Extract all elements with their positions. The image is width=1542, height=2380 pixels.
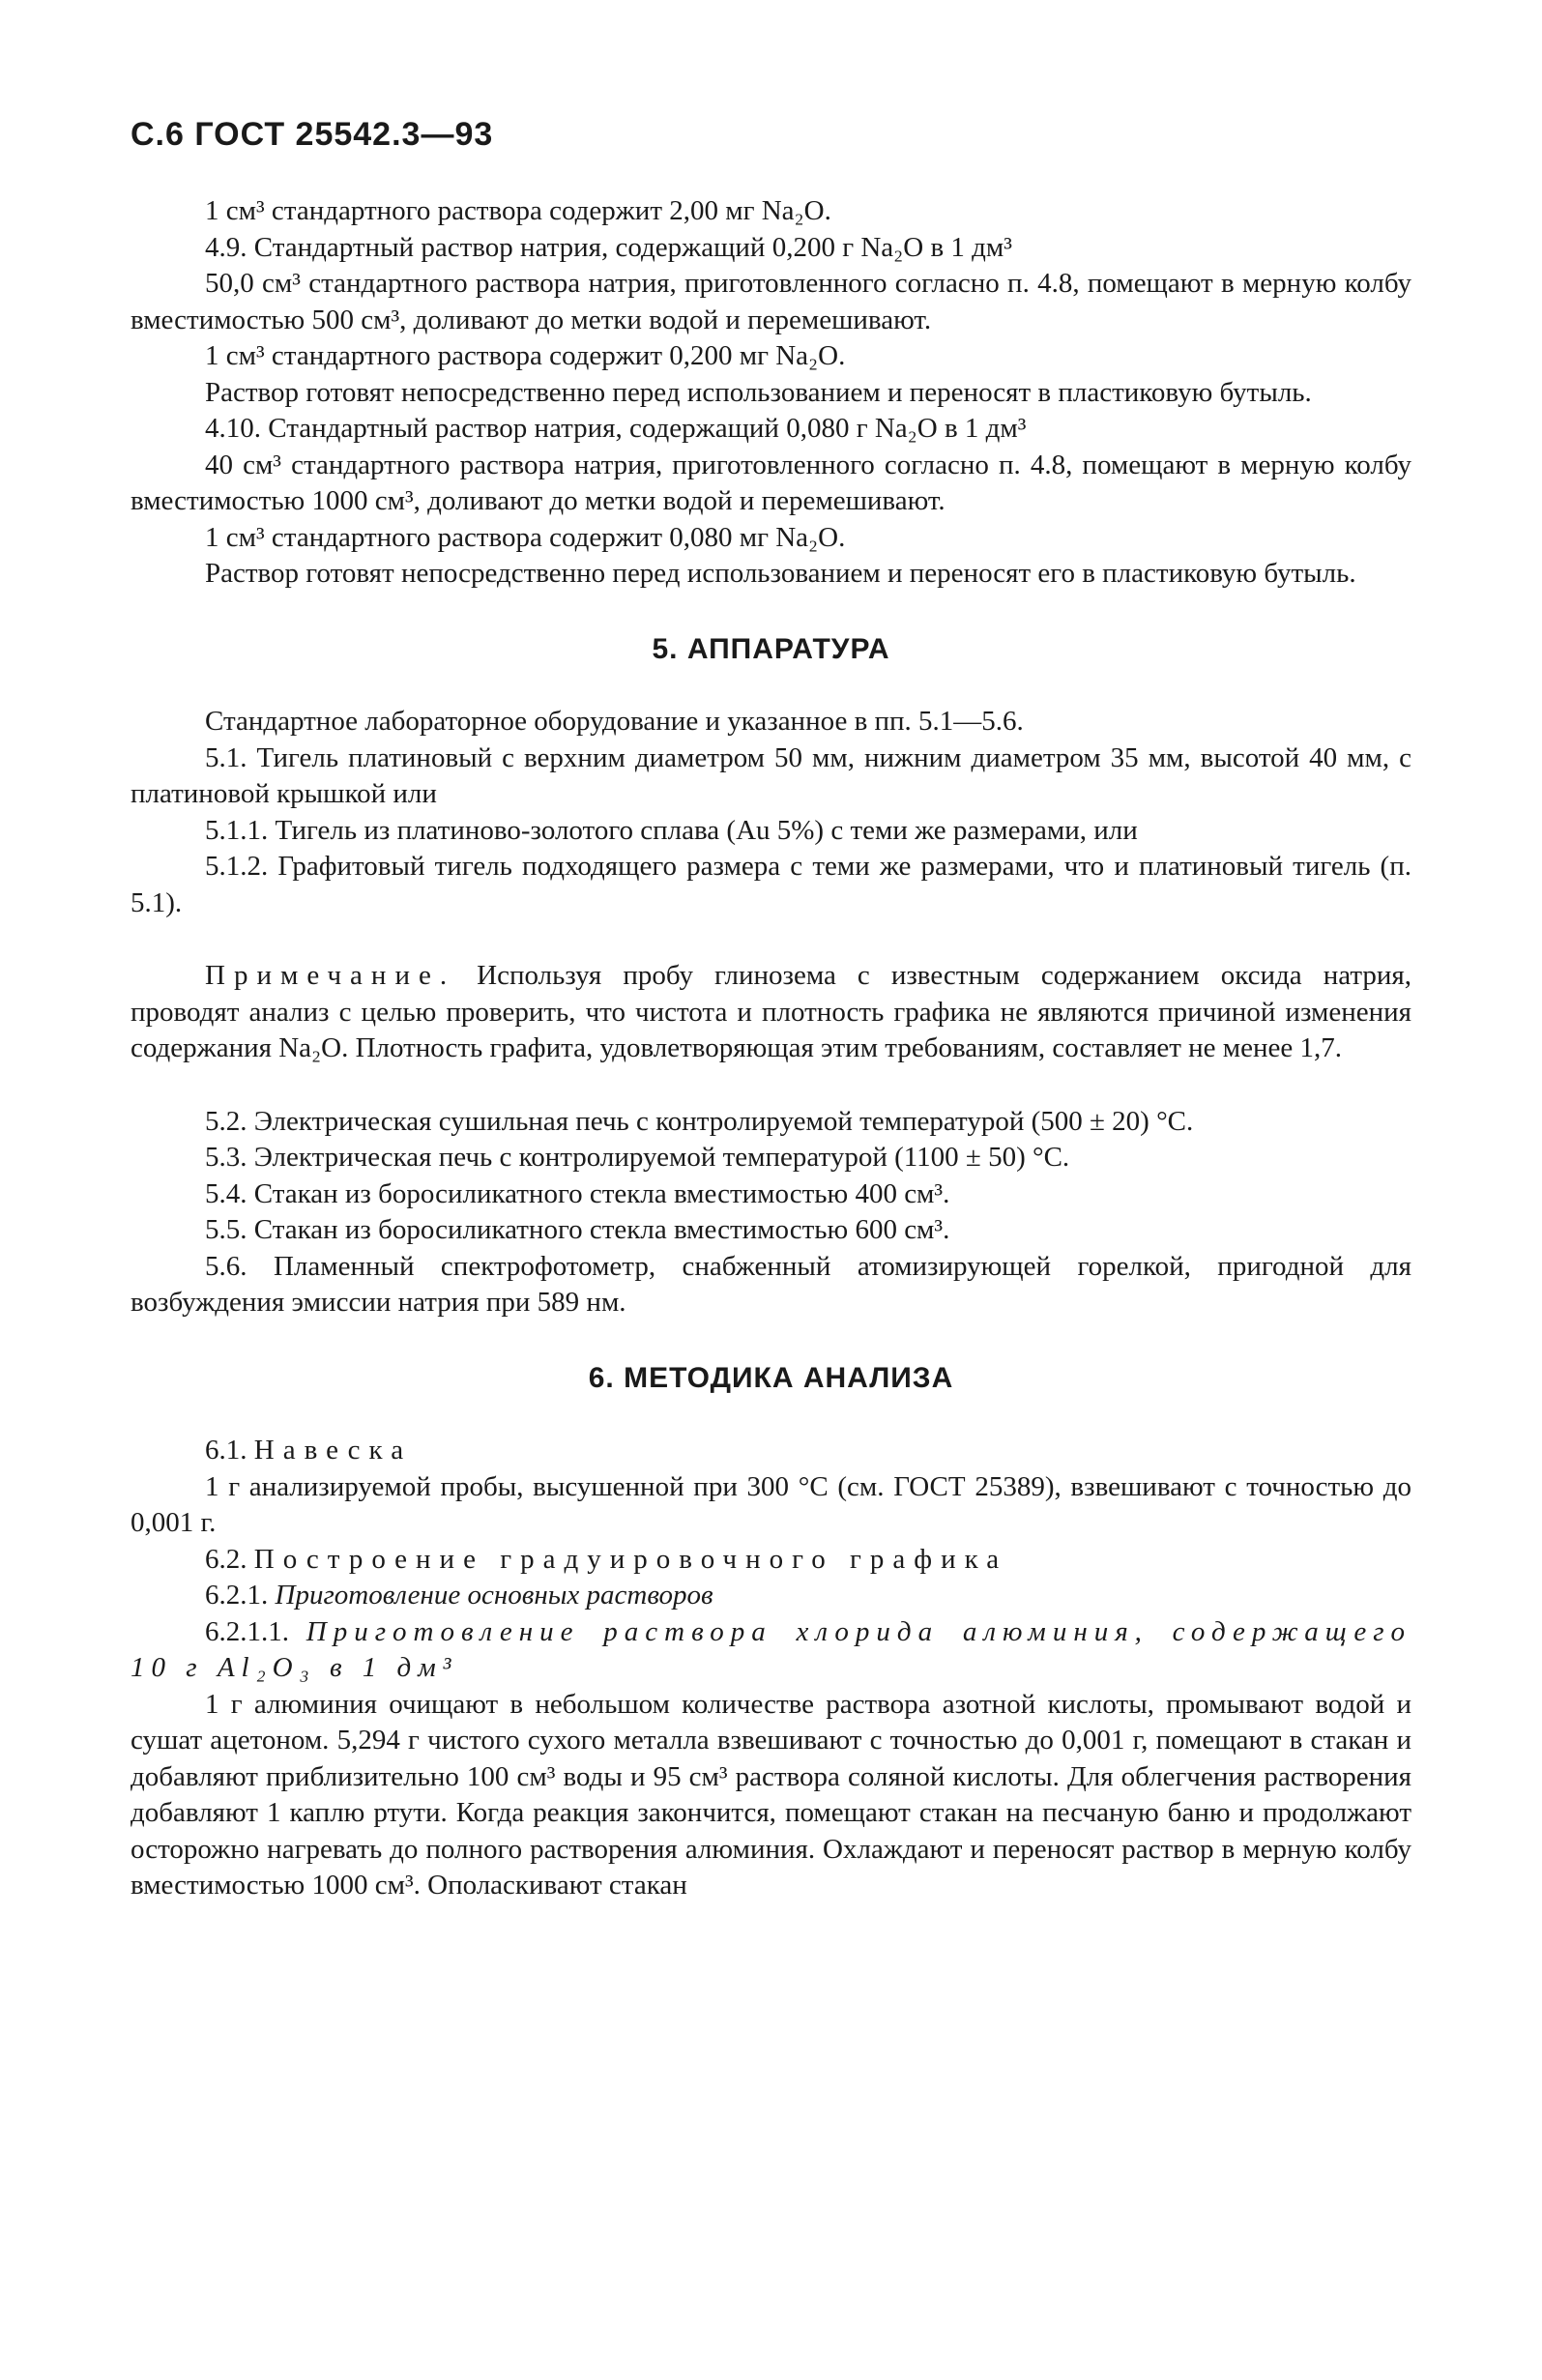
section-heading-method: 6. МЕТОДИКА АНАЛИЗА (588, 1361, 954, 1394)
clause-title: Навеска (253, 1435, 413, 1466)
clause-5-6: 5.6. Пламенный спектрофотометр, снабженный атомизирующей горелкой, пригодной для возбуждения эмиссии натрия при 589 нм. (131, 1250, 1411, 1318)
note-paragraph (131, 958, 1411, 1067)
paragraph-part: 1 г алюминия очищают в небольшом количестве раствора азотной кислоты, промывают водой и сушат ацетоном. 5,294 г чистого сухого металла взвешивают с точностью до 0,001 г, помещают в стакан и добавляют приблизительно 100 см³ воды и 95 см³ раствора соляной кислоты. (131, 1688, 1411, 1792)
document-body (131, 193, 1411, 1904)
paragraph: 1 г анализируемой пробы, высушенной при 300 °С (см. ГОСТ 25389), взвешивают с точностью до 0,001 г. (131, 1470, 1411, 1538)
paragraph: 1 см³ стандартного раствора содержит 2,00 мг Na₂O. (205, 195, 831, 226)
paragraph: 1 см³ стандартного раствора содержит 0,080 мг Na₂O. (205, 521, 846, 553)
clause-6-2-1-1 (131, 1614, 1411, 1687)
paragraph-part: Для облегчения растворения добавляют 1 каплю ртути. Когда реакция закончится, помещают стакан на песчаную баню и продолжают осторожно нагревать до полного растворения алюминия. Охлаждают и переносят раствор в мерную колбу вместимостью 1000 см³. Ополаскивают стакан (131, 1760, 1411, 1901)
clause-6-1 (131, 1433, 1411, 1469)
clause-5-2: 5.2. Электрическая сушильная печь с контролируемой температурой (500 ± 20) °С. (205, 1105, 1194, 1137)
clause-6-2 (131, 1542, 1411, 1579)
paragraph: Раствор готовят непосредственно перед использованием и переносят в пластиковую бутыль. (205, 376, 1312, 408)
paragraph (131, 1687, 1411, 1904)
clause-title: Построение градуировочного графика (253, 1543, 1008, 1575)
note-text: Используя пробу глинозема с известным содержанием оксида натрия, проводят анализ с целью проверить, что чистота и плотность графика не являются причиной изменения содержания Na₂O. Плотность графита, удовлетворяющая этим требованиям, составляет не менее 1,7. (131, 960, 1411, 1063)
clause-number: 6.2.1.1. (205, 1615, 289, 1647)
paragraph: 1 см³ стандартного раствора содержит 0,200 мг Na₂O. (205, 340, 846, 371)
section-heading-apparatus: 5. АППАРАТУРА (652, 632, 890, 665)
paragraph: Раствор готовят непосредственно перед использованием и переносят его в пластиковую бутыль. (205, 558, 1356, 589)
clause-5-3: 5.3. Электрическая печь с контролируемой температурой (1100 ± 50) °С. (205, 1142, 1070, 1173)
note-label: Примечание. (205, 960, 456, 991)
paragraph: 50,0 см³ стандартного раствора натрия, приготовленного согласно п. 4.8, помещают в мерную колбу вместимостью 500 см³, доливают до метки водой и перемешивают. (131, 268, 1411, 335)
clause-5-5: 5.5. Стакан из боросиликатного стекла вместимостью 600 см³. (205, 1214, 950, 1245)
clause-title: Приготовление раствора хлорида алюминия, содержащего 10 г Al₂O₃ в 1 дм³ (131, 1615, 1412, 1683)
clause-5-1-2: 5.1.2. Графитовый тигель подходящего размера с теми же размерами, что и платиновый тигель (п. 5.1). (131, 851, 1411, 918)
clause-number: 6.2.1. (205, 1580, 269, 1611)
clause-6-2-1 (131, 1578, 1411, 1614)
clause-5-4: 5.4. Стакан из боросиликатного стекла вместимостью 400 см³. (205, 1177, 950, 1209)
paragraph: Стандартное лабораторное оборудование и указанное в пп. 5.1—5.6. (205, 706, 1024, 737)
clause-number: 6.1. (205, 1435, 247, 1466)
clause-5-1-1: 5.1.1. Тигель из платиново-золотого сплава (Au 5%) с теми же размерами, или (205, 814, 1138, 846)
clause-title: Приготовление основных растворов (275, 1580, 713, 1611)
clause-4-10: 4.10. Стандартный раствор натрия, содержащий 0,080 г Na₂O в 1 дм³ (205, 413, 1027, 444)
clause-number: 6.2. (205, 1543, 247, 1575)
clause-5-1: 5.1. Тигель платиновый с верхним диаметром 50 мм, нижним диаметром 35 мм, высотой 40 мм, с платиновой крышкой или (131, 741, 1411, 809)
page-header: С.6 ГОСТ 25542.3—93 (131, 116, 494, 153)
clause-4-9: 4.9. Стандартный раствор натрия, содержащий 0,200 г Na₂O в 1 дм³ (205, 231, 1012, 263)
paragraph: 40 см³ стандартного раствора натрия, приготовленного согласно п. 4.8, помещают в мерную колбу вместимостью 1000 см³, доливают до метки водой и перемешивают. (131, 449, 1411, 516)
